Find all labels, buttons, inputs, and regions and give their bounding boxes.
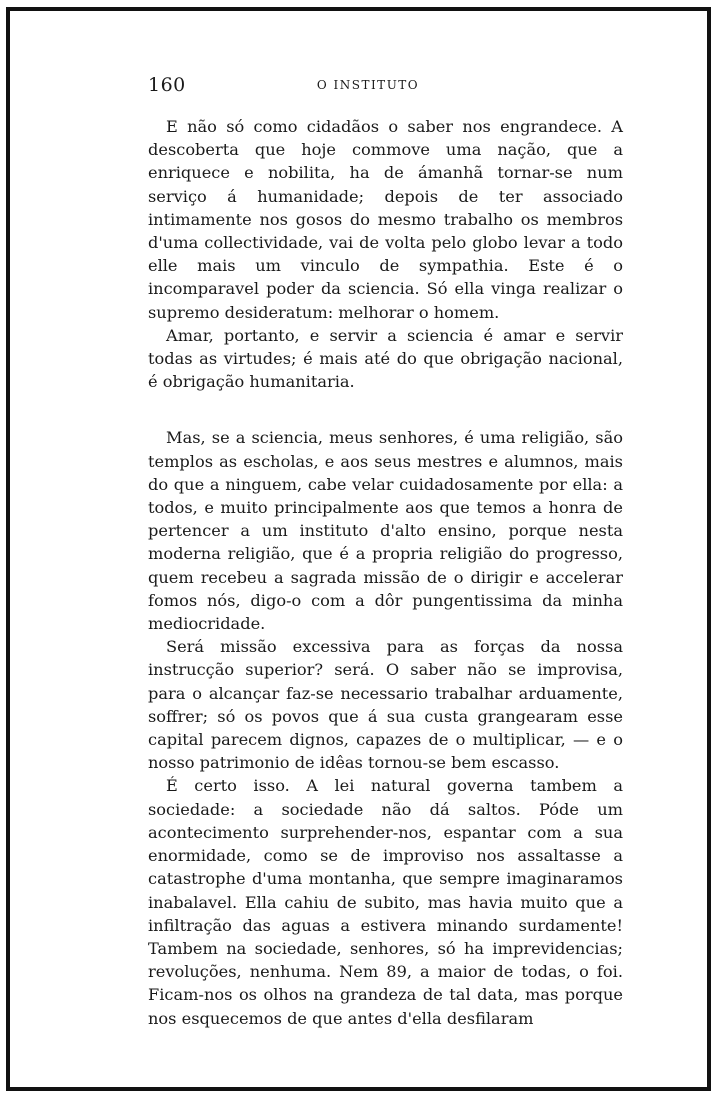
section-break bbox=[148, 393, 623, 426]
paragraph: Amar, portanto, e servir a sciencia é amar e servir todas as virtudes; é mais até do que obrigação nacional, é obrigação humanitaria. bbox=[148, 325, 623, 392]
paragraph: É certo isso. A lei natural governa tambem a sociedade: a sociedade não dá saltos. Póde um acontecimento surprehender-nos, espantar com a sua enormidade, como se de improviso nos assaltasse a catastrophe d'uma montanha, que sempre imaginaramos inabalavel. Ella cahiu de subito, mas havia muito que a infiltração das aguas a estivera minando surdamente! Tambem na sociedade, senhores, só ha imprevidencias; revoluções, nenhuma. Nem 89, a maior de todas, o foi. Ficam-nos os olhos na grandeza de tal data, mas porque nos esquecemos de que antes d'ella desfilaram bbox=[148, 776, 623, 1028]
running-title: O INSTITUTO bbox=[316, 78, 420, 92]
paragraph: Será missão excessiva para as forças da nossa instrucção superior? será. O saber não se improvisa, para o alcançar faz-se necessario trabalhar arduamente, soffrer; só os povos que á sua custa grangearam esse capital parecem dignos, capazes de o multiplicar, — e o nosso patrimonio de idêas tornou-se bem escasso. bbox=[148, 637, 623, 773]
paragraph: Mas, se a sciencia, meus senhores, é uma religião, são templos as escholas, e aos seus mestres e alumnos, mais do que a ninguem, cabe velar cuidadosamente por ella: a todos, e muito principalmente aos que temos a honra de pertencer a um instituto d'alto ensino, porque nesta moderna religião, que é a propria religião do progresso, quem recebeu a sagrada missão de o dirigir e accelerar fomos nós, digo-o com a dôr pungentissima da minha mediocridade. bbox=[148, 428, 623, 634]
paragraph: E não só como cidadãos o saber nos engrandece. A descoberta que hoje commove uma nação, que a enriquece e nobilita, ha de ámanhã tornar-se num serviço á humanidade; depois de ter associado intimamente nos gosos do mesmo trabalho os membros d'uma collectividade, vai de volta pelo globo levar a todo elle mais um vinculo de sympathia. Este é o incomparavel poder da sciencia. Só ella vinga realizar o supremo desideratum: melhorar o homem. bbox=[148, 117, 623, 322]
page-header bbox=[148, 74, 588, 98]
page-number: 160 bbox=[148, 74, 186, 96]
body-text bbox=[148, 115, 623, 1030]
